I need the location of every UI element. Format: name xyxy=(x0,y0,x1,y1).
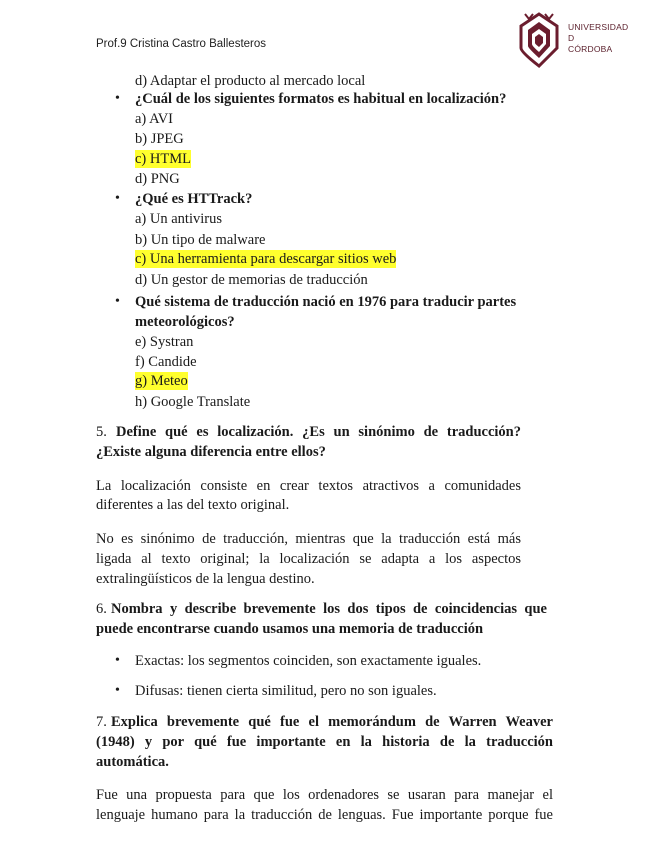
bullet-icon: • xyxy=(115,294,120,309)
section-question: Nombra y describe brevemente los dos tipos de coincidencias que xyxy=(111,601,547,617)
paragraph-line: extralingüísticos de la lengua destino. xyxy=(96,571,315,587)
answer-option: b) Un tipo de malware xyxy=(135,232,266,248)
paragraph-line: diferentes a las del texto original. xyxy=(96,497,290,513)
paragraph-line: La localización consiste en crear textos atractivos a comunidades xyxy=(96,478,521,494)
paragraph-line: No es sinónimo de traducción, mientras que la traducción está más xyxy=(96,531,521,547)
section-number: 5. xyxy=(96,424,107,440)
answer-option: h) Google Translate xyxy=(135,394,251,410)
answer-option: d) Un gestor de memorias de traducción xyxy=(135,272,368,288)
correct-answer-highlight: c) HTML xyxy=(135,151,191,167)
section-question: Explica brevemente qué fue el memorándum de Warren Weaver xyxy=(111,714,553,730)
question-text: Qué sistema de traducción nació en 1976 para traducir partes xyxy=(135,294,517,310)
question-text: ¿Qué es HTTrack? xyxy=(135,191,253,207)
answer-option: e) Systran xyxy=(135,334,194,350)
section-question: Define qué es localización. ¿Es un sinónimo de traducción? xyxy=(116,424,521,440)
header-author: Prof.9 Cristina Castro Ballesteros xyxy=(96,38,267,50)
paragraph-line: ligada al texto original; la localización se adapta a los aspectos xyxy=(96,551,521,567)
section-question: puede encontrarse cuando usamos una memoria de traducción xyxy=(96,621,484,637)
section-number: 7. xyxy=(96,714,107,730)
answer-option: a) Un antivirus xyxy=(135,211,222,227)
answer-option: d) Adaptar el producto al mercado local xyxy=(135,73,366,89)
answer-option: a) AVI xyxy=(135,111,173,127)
university-name xyxy=(568,22,628,55)
correct-answer-highlight: c) Una herramienta para descargar sitios web xyxy=(135,251,397,267)
bullet-icon: • xyxy=(115,91,120,106)
answer-option: f) Candide xyxy=(135,354,197,370)
shield-emblem xyxy=(521,14,557,66)
question-text: ¿Cuál de los siguientes formatos es habitual en localización? xyxy=(135,91,507,107)
bullet-icon: • xyxy=(115,653,120,668)
answer-option: b) JPEG xyxy=(135,131,184,147)
section-number: 6. xyxy=(96,601,107,617)
logo-line-3: CÓRDOBA xyxy=(568,44,613,54)
list-item: Difusas: tienen cierta similitud, pero no son iguales. xyxy=(135,683,437,699)
logo-line-1: UNIVERSIDAD xyxy=(568,22,629,32)
answer-option: d) PNG xyxy=(135,171,180,187)
logo-line-2: D xyxy=(568,33,575,43)
bullet-icon: • xyxy=(115,683,120,698)
bullet-icon: • xyxy=(115,191,120,206)
paragraph-line: Fue una propuesta para que los ordenadores se usaran para manejar el xyxy=(96,787,553,803)
paragraph-line: lenguaje humano para la traducción de lenguas. Fue importante porque fue xyxy=(96,807,553,823)
question-text: meteorológicos? xyxy=(135,314,235,330)
list-item: Exactas: los segmentos coinciden, son exactamente iguales. xyxy=(135,653,482,669)
correct-answer-highlight: g) Meteo xyxy=(135,373,188,389)
section-question: (1948) y por qué fue importante en la historia de la traducción xyxy=(96,734,553,750)
section-question: automática. xyxy=(96,754,169,770)
section-question: ¿Existe alguna diferencia entre ellos? xyxy=(96,444,326,460)
